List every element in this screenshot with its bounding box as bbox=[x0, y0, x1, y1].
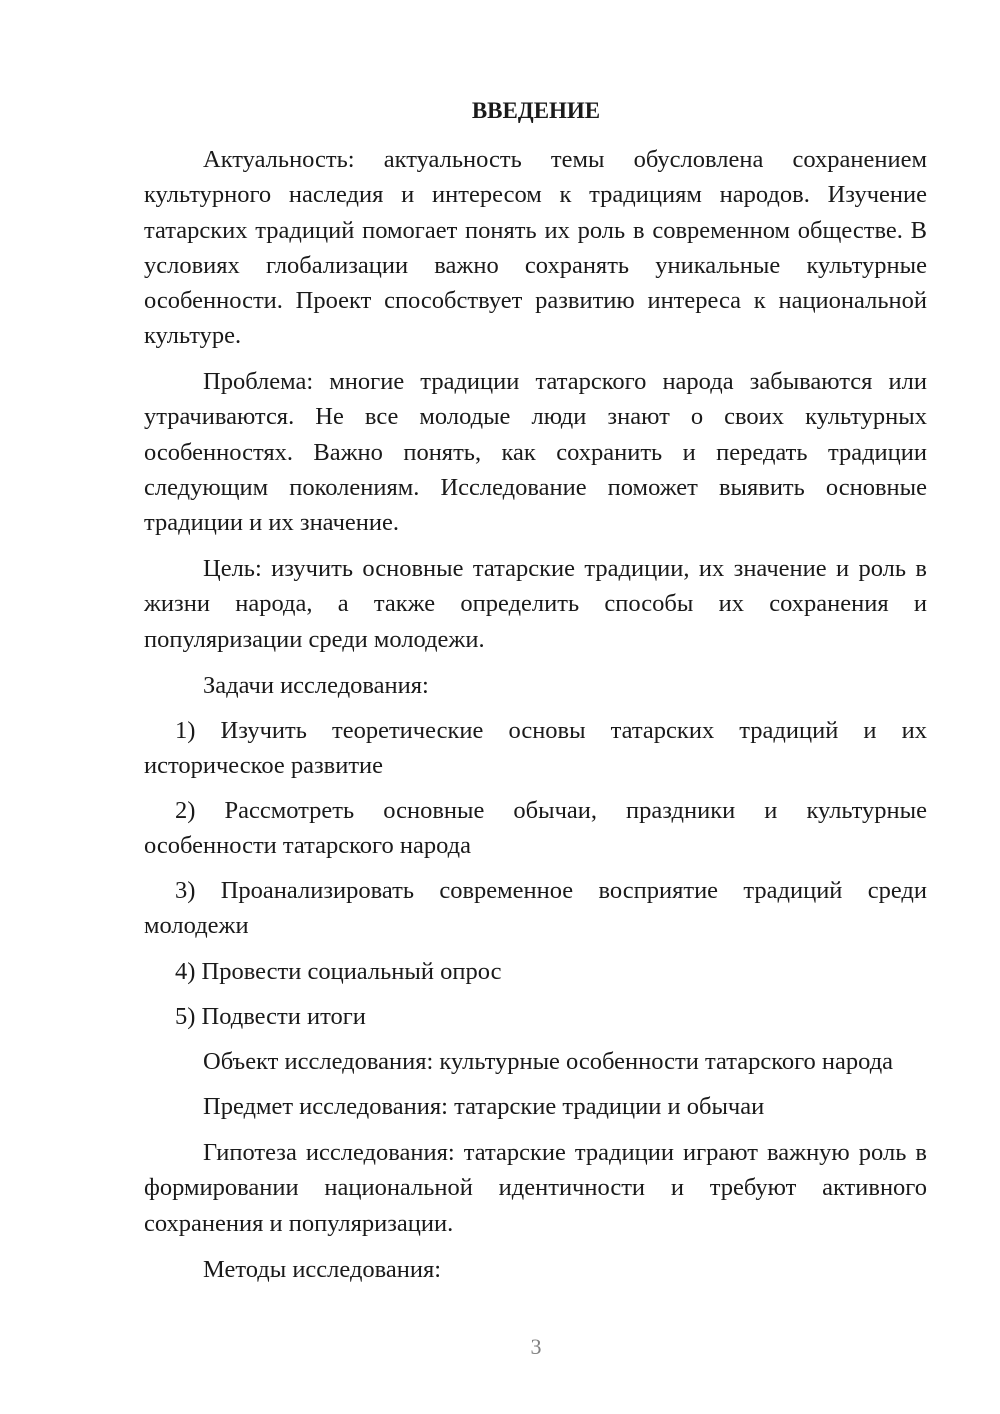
task-item-5: 5) Подвести итоги bbox=[175, 1003, 366, 1030]
page-title: ВВЕДЕНИЕ bbox=[471, 98, 601, 123]
paragraph-object: Объект исследования: культурные особенности татарского народа bbox=[203, 1048, 894, 1075]
task-item-1: 1) Изучить теоретические основы татарских традиций и их историческое развитие bbox=[144, 717, 927, 780]
task-item-2: 2) Рассмотреть основные обычаи, праздники и культурные особенности татарского народа bbox=[144, 797, 927, 860]
paragraph-relevance: Актуальность: актуальность темы обусловлена сохранением культурного наследия и интересом к традициям народов. Изучение татарских традиций помогает понять их роль в современном обществе. В условиях глобализации важно сохранять уникальные культурные особенности. Проект способствует развитию интереса к национальной культуре. bbox=[144, 146, 927, 350]
page-number: 3 bbox=[530, 1334, 542, 1359]
tasks-heading: Задачи исследования: bbox=[203, 672, 429, 699]
task-item-3: 3) Проанализировать современное восприятие традиций среди молодежи bbox=[144, 877, 927, 940]
paragraph-hypothesis: Гипотеза исследования: татарские традиции играют важную роль в формировании национальной идентичности и требуют активного сохранения и популяризации. bbox=[144, 1139, 927, 1237]
task-item-4: 4) Провести социальный опрос bbox=[175, 958, 502, 985]
methods-heading: Методы исследования: bbox=[203, 1256, 442, 1283]
paragraph-problem: Проблема: многие традиции татарского народа забываются или утрачиваются. Не все молодые люди знают о своих культурных особенностях. Важно понять, как сохранить и передать традиции следующим поколениям. Исследование поможет выявить основные традиции и их значение. bbox=[144, 368, 927, 537]
paragraph-goal: Цель: изучить основные татарские традиции, их значение и роль в жизни народа, а также определить способы их сохранения и популяризации среди молодежи. bbox=[144, 555, 927, 653]
paragraph-subject: Предмет исследования: татарские традиции и обычаи bbox=[203, 1093, 765, 1120]
